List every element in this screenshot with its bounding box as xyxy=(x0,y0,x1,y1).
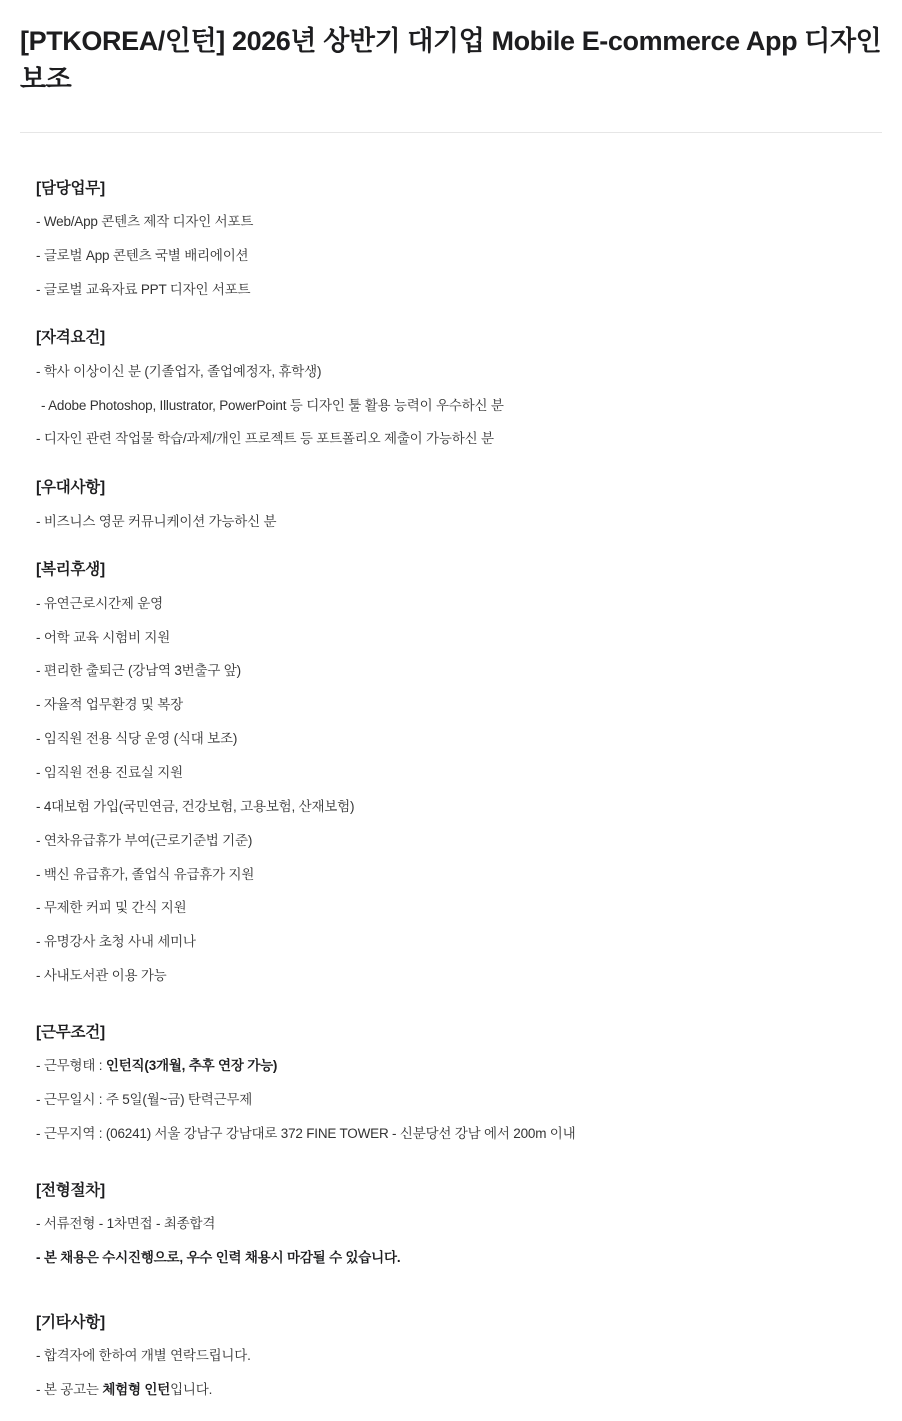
section-line: - 학사 이상이신 분 (기졸업자, 졸업예정자, 휴학생) xyxy=(36,363,322,379)
section-line xyxy=(36,1379,882,1401)
section xyxy=(36,1179,882,1269)
section-line: - 무제한 커피 및 간식 지원 xyxy=(36,900,187,916)
section-line: - 4대보험 가입(국민연금, 건강보험, 고용보험, 산재보험) xyxy=(36,798,355,814)
section xyxy=(36,558,882,987)
section-line: - 어학 교육 시험비 지원 xyxy=(36,629,171,645)
section-line: - 글로벌 교육자료 PPT 디자인 서포트 xyxy=(36,281,251,297)
section-line: - 근무일시 : 주 5일(월~금) 탄력근무제 xyxy=(36,1092,253,1108)
line-emphasis: 체험형 인턴 xyxy=(102,1381,171,1397)
section-line xyxy=(36,1055,882,1077)
line-prefix: - 본 공고는 xyxy=(36,1381,103,1397)
section-line: - 본 채용은 수시진행으로, 우수 인력 채용시 마감될 수 있습니다. xyxy=(36,1249,401,1265)
section-heading: [복리후생] xyxy=(36,561,106,579)
section-heading: [근무조건] xyxy=(36,1023,106,1041)
section-line: - 사내도서관 이용 가능 xyxy=(36,968,167,984)
section-line: - 비즈니스 영문 커뮤니케이션 가능하신 분 xyxy=(36,513,277,529)
section-line: - 유명강사 초청 사내 세미나 xyxy=(36,934,196,950)
section-line: - 백신 유급휴가, 졸업식 유급휴가 지원 xyxy=(36,866,255,882)
section-line: - 자율적 업무환경 및 복장 xyxy=(36,697,183,713)
section-heading: [전형절차] xyxy=(36,1181,106,1199)
page-title: [PTKOREA/인턴] 2026년 상반기 대기업 Mobile E-commerce App 디자인 보조 xyxy=(20,26,882,95)
section-line: - 편리한 출퇴근 (강남역 3번출구 앞) xyxy=(36,663,241,679)
section-line: - Web/App 콘텐츠 제작 디자인 서포트 xyxy=(36,213,254,229)
section-line: - 임직원 전용 진료실 지원 xyxy=(36,764,183,780)
line-suffix: 입니다. xyxy=(170,1381,213,1397)
sections-container xyxy=(36,177,882,1401)
section-heading: [담당업무] xyxy=(36,179,106,197)
section-line: - 합격자에 한하여 개별 연락드립니다. xyxy=(36,1348,251,1364)
section-line: - 유연근로시간제 운영 xyxy=(36,595,163,611)
section xyxy=(36,476,882,532)
section-heading: [우대사항] xyxy=(36,479,106,497)
line-emphasis: 인턴직(3개월, 추후 연장 가능) xyxy=(105,1058,278,1074)
section-heading: [기타사항] xyxy=(36,1313,106,1331)
section xyxy=(36,1311,882,1401)
section xyxy=(36,177,882,301)
section-line: - 서류전형 - 1차면접 - 최종합격 xyxy=(36,1216,216,1232)
section-line: - 임직원 전용 식당 운영 (식대 보조) xyxy=(36,731,238,747)
section-heading: [자격요건] xyxy=(36,329,106,347)
section xyxy=(36,1021,882,1145)
section xyxy=(36,326,882,450)
section-line: - 디자인 관련 작업물 학습/과제/개인 프로젝트 등 포트폴리오 제출이 가능하신 분 xyxy=(36,431,494,447)
section-line: - 근무지역 : (06241) 서울 강남구 강남대로 372 FINE TOWER - 신분당선 강남 에서 200m 이내 xyxy=(36,1125,576,1141)
section-line: - Adobe Photoshop, Illustrator, PowerPoint 등 디자인 툴 활용 능력이 우수하신 분 xyxy=(41,397,504,413)
title-block xyxy=(0,0,902,99)
job-description-body xyxy=(0,133,902,1421)
section-line: - 연차유급휴가 부여(근로기준법 기준) xyxy=(36,832,253,848)
line-prefix: - 근무형태 : xyxy=(36,1058,106,1074)
section-line: - 글로벌 App 콘텐츠 국별 배리에이션 xyxy=(36,247,249,263)
